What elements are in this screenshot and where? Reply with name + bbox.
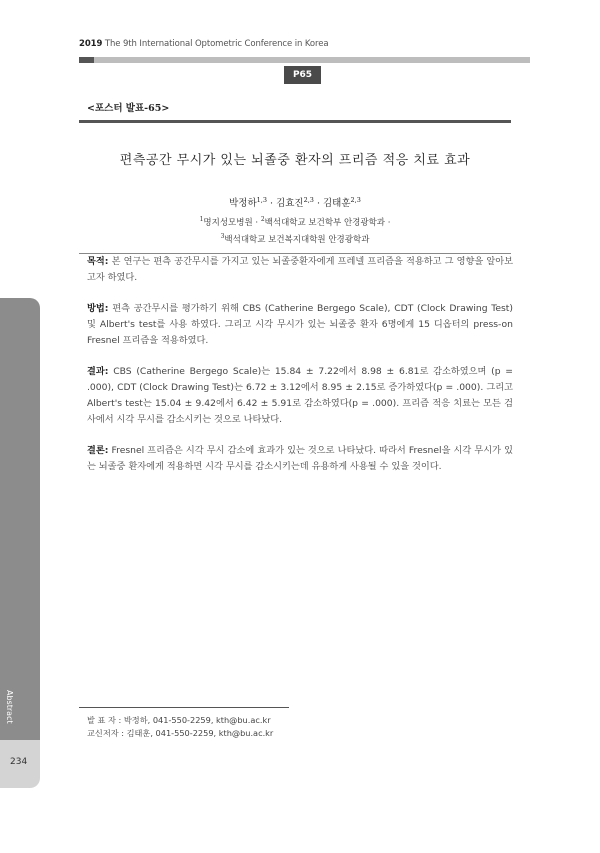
author-affil-sup: 1,3 bbox=[256, 195, 267, 204]
result-label: 결과: bbox=[87, 366, 109, 377]
method-label: 방법: bbox=[87, 303, 109, 314]
method-paragraph bbox=[87, 301, 513, 349]
author-name: 김효진 bbox=[276, 198, 304, 209]
author-affil-sup: 2,3 bbox=[350, 195, 361, 204]
affil-separator: · bbox=[385, 218, 391, 228]
paper-title: 편측공간 무시가 있는 뇌졸중 환자의 프리즘 적응 치료 효과 bbox=[119, 153, 471, 168]
affil-sup: 2 bbox=[260, 216, 265, 224]
author-name: 박정하 bbox=[229, 198, 257, 209]
result-text: CBS (Catherine Bergego Scale)는 15.84 ± 7.22에서 8.98 ± 6.81로 감소하였으며 (p = .000), CDT (Clock Drawing Test)는 6.72 ± 3.12에서 8.95 ± 2.15로 증가하였다(p = .000). 그리고 Albert's test는 15.04 ± 9.42에서 6.42 ± 5.91로 감소하였다(p = .000). 프리즘 적응 치료는 모든 검사에서 시각 무시를 감소시키는 것으로 나타났다. bbox=[87, 366, 513, 425]
poster-badge: P65 bbox=[284, 66, 321, 84]
result-paragraph bbox=[87, 364, 513, 428]
header-rule-dark bbox=[79, 57, 94, 63]
affil-sup: 1 bbox=[199, 216, 204, 224]
affiliation: 명지성모병원 bbox=[203, 218, 253, 228]
page-number: 234 bbox=[10, 757, 28, 767]
affil-sup: 3 bbox=[220, 233, 225, 241]
affiliation-line-2 bbox=[79, 233, 511, 245]
conclusion-paragraph bbox=[87, 443, 513, 475]
affiliation: 백석대학교 보건학부 안경광학과 bbox=[264, 218, 385, 228]
conference-header bbox=[79, 39, 328, 49]
corresponding-footnote: 교신저자 : 김태훈, 041-550-2259, kth@bu.ac.kr bbox=[87, 728, 274, 738]
side-section-tab bbox=[0, 298, 40, 740]
affiliation-line-1 bbox=[79, 216, 511, 228]
poster-tag: <포스터 발표-65> bbox=[87, 103, 170, 114]
author-affil-sup: 2,3 bbox=[303, 195, 314, 204]
author-separator: · bbox=[267, 198, 277, 209]
method-text: 편측 공간무시를 평가하기 위해 CBS (Catherine Bergego Scale), CDT (Clock Drawing Test) 및 Albert's test를 사용 하였다. 그리고 시각 무시가 있는 뇌졸중 환자 6명에게 15 디옵터의 press-on Fresnel 프리즘을 적용하였다. bbox=[87, 303, 513, 346]
affiliation: 백석대학교 보건복지대학원 안경광학과 bbox=[224, 235, 370, 245]
affil-separator: · bbox=[252, 218, 261, 228]
footnote-rule bbox=[79, 707, 289, 708]
author-name: 김태훈 bbox=[323, 198, 351, 209]
header-rule-light bbox=[94, 57, 530, 63]
conclusion-text: Fresnel 프리즘은 시각 무시 감소에 효과가 있는 것으로 나타났다. 따라서 Fresnel을 시각 무시가 있는 뇌졸중 환자에게 적용하면 시각 무시를 감소시키는데 유용하게 사용될 수 있을 것이다. bbox=[87, 445, 513, 472]
purpose-label: 목적: bbox=[87, 256, 109, 267]
conference-year: 2019 bbox=[79, 39, 103, 49]
purpose-text: 본 연구는 편측 공간무시를 가지고 있는 뇌졸중환자에게 프레넬 프리즘을 적용하고 그 영향을 알아보고자 하였다. bbox=[87, 256, 513, 283]
presenter-footnote: 발 표 자 : 박정하, 041-550-2259, kth@bu.ac.kr bbox=[87, 715, 271, 725]
side-tab-label: Abstract bbox=[5, 690, 14, 724]
author-list bbox=[79, 195, 511, 209]
purpose-paragraph bbox=[87, 254, 513, 286]
conclusion-label: 결론: bbox=[87, 445, 109, 456]
author-separator: · bbox=[313, 198, 323, 209]
conference-name: The 9th International Optometric Conference in Korea bbox=[104, 39, 329, 49]
